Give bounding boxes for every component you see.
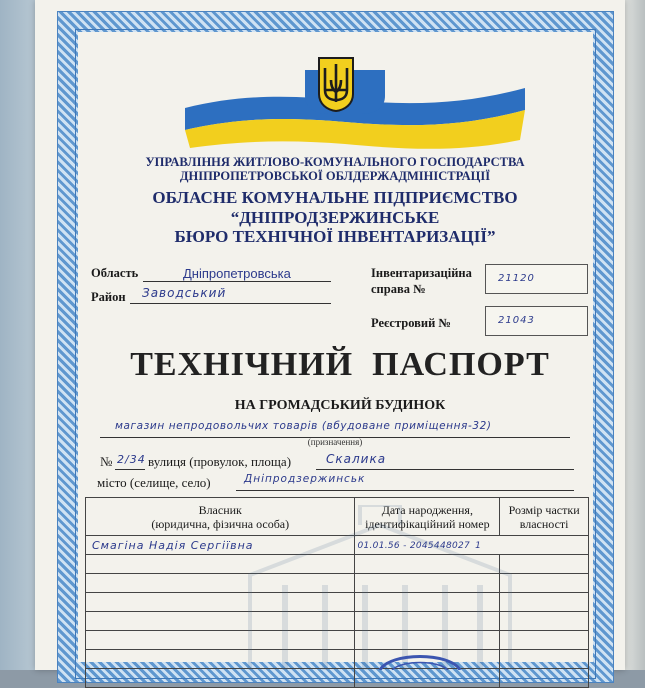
owner-share: 1 xyxy=(475,541,482,551)
document-subtitle: НА ГРОМАДСЬКИЙ БУДИНОК xyxy=(234,398,446,413)
share-header-line1: Розмір частки xyxy=(508,502,580,517)
region-label: Область xyxy=(91,266,139,280)
owner-header-line2: (юридична, фізична особа) xyxy=(151,516,290,531)
inventory-number-value: 21120 xyxy=(498,273,535,284)
address-number-value: 2/34 xyxy=(117,453,146,466)
purpose-field xyxy=(100,421,570,438)
city-label: місто (селище, село) xyxy=(97,475,211,490)
registry-number-value: 21043 xyxy=(498,315,535,326)
building-watermark-icon xyxy=(230,502,530,670)
registry-number-box xyxy=(485,306,588,336)
org-region-line: ДНІПРОПЕТРОВСЬКОЇ ОБЛДЕРЖАДМІНІСТРАЦІЇ xyxy=(179,169,491,183)
org-bureau-line: БЮРО ТЕХНІЧНОЇ ІНВЕНТАРИЗАЦІЇ” xyxy=(174,227,496,246)
owner-name: Смагіна Надія Сергіївна xyxy=(92,538,254,552)
owner-header-line1: Власник xyxy=(198,502,242,517)
registry-label: Реєстровий № xyxy=(371,316,451,330)
inventory-number-box xyxy=(485,264,588,294)
purpose-value: магазин непродовольчих товарів (вбудоване приміщення-32) xyxy=(115,420,492,432)
street-value: Скалика xyxy=(326,452,387,466)
street-field xyxy=(316,452,574,470)
region-value: Дніпропетровська xyxy=(183,266,291,281)
inventory-label-2: справа № xyxy=(371,282,426,296)
stamp-icon xyxy=(375,648,465,670)
owner-id: 01.01.56 - 2045448027 xyxy=(357,541,471,551)
ukraine-emblem-ribbon xyxy=(185,48,525,153)
org-ministry-line: УПРАВЛІННЯ ЖИТЛОВО-КОМУНАЛЬНОГО ГОСПОДАРСТВА xyxy=(145,155,525,169)
address-number-field xyxy=(115,455,145,470)
id-header-line2: ідентифікаційний номер xyxy=(365,516,490,531)
org-name-line: “ДНІПРОДЗЕРЖИНСЬКЕ xyxy=(230,208,440,227)
table-row xyxy=(86,669,589,688)
street-label: вулиця (провулок, площа) xyxy=(148,454,292,469)
trident-shield-icon xyxy=(317,56,355,112)
org-enterprise-line: ОБЛАСНЕ КОМУНАЛЬНЕ ПІДПРИЄМСТВО xyxy=(152,188,518,207)
share-header-line2: власності xyxy=(519,516,569,531)
purpose-caption: (призначення) xyxy=(307,437,363,447)
district-value: Заводський xyxy=(142,286,227,300)
inventory-label-1: Інвентаризаційна xyxy=(371,266,472,280)
address-number-label: № xyxy=(100,454,113,469)
city-value: Дніпродзержинськ xyxy=(244,473,366,485)
district-label: Район xyxy=(91,290,126,304)
id-header-line1: Дата народження, xyxy=(381,502,473,517)
document-title: ТЕХНІЧНИЙ ПАСПОРТ xyxy=(130,346,550,383)
city-field xyxy=(236,473,574,491)
region-field xyxy=(143,266,331,282)
district-field xyxy=(130,288,331,304)
